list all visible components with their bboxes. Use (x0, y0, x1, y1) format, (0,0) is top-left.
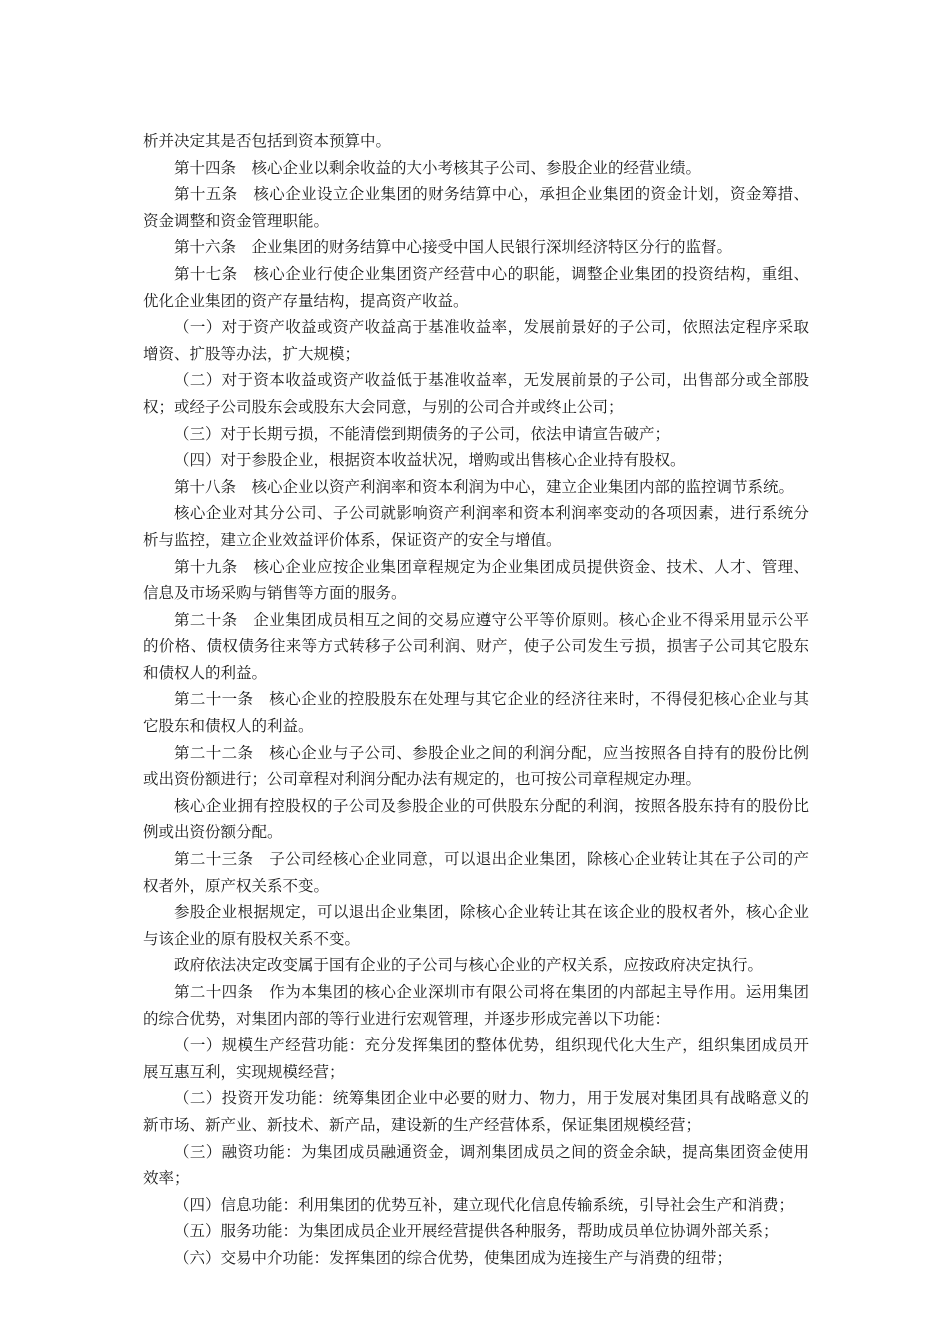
article-17-item-1: （一）对于资产收益或资产收益高于基准收益率，发展前景好的子公司，依照法定程序采取增资、扩股等办法，扩大规模； (143, 318, 809, 363)
article-14: 第十四条 核心企业以剩余收益的大小考核其子公司、参股企业的经营业绩。 (174, 158, 702, 177)
article-23-detail-1: 参股企业根据规定，可以退出企业集团，除核心企业转让其在该企业的股权者外，核心企业与该企业的原有股权关系不变。 (143, 903, 809, 948)
article-24-item-2: （二）投资开发功能：统筹集团企业中必要的财力、物力，用于发展对集团具有战略意义的新市场、新产业、新技术、新产品，建设新的生产经营体系，保证集团规模经营； (143, 1089, 809, 1134)
article-24-item-5: （五）服务功能：为集团成员企业开展经营提供各种服务，帮助成员单位协调外部关系； (174, 1222, 779, 1241)
article-17: 第十七条 核心企业行使企业集团资产经营中心的职能，调整企业集团的投资结构，重组、优化企业集团的资产存量结构，提高资产收益。 (143, 264, 809, 310)
article-24: 第二十四条 作为本集团的核心企业深圳市有限公司将在集团的内部起主导作用。运用集团的综合优势，对集团内部的等行业进行宏观管理，并逐步形成完善以下功能： (143, 983, 809, 1028)
article-19: 第十九条 核心企业应按企业集团章程规定为企业集团成员提供资金、技术、人才、管理、信息及市场采购与销售等方面的服务。 (143, 557, 809, 603)
article-18: 第十八条 核心企业以资产利润率和资本利润为中心，建立企业集团内部的监控调节系统。 (174, 477, 795, 496)
article-17-item-3: （三）对于长期亏损，不能清偿到期债务的子公司，依法申请宣告破产； (174, 424, 671, 443)
article-18-detail: 核心企业对其分公司、子公司就影响资产利润率和资本利润率变动的各项因素，进行系统分析与监控，建立企业效益评价体系，保证资产的安全与增值。 (143, 504, 809, 549)
document-body (143, 128, 809, 1272)
article-20: 第二十条 企业集团成员相互之间的交易应遵守公平等价原则。核心企业不得采用显示公平的价格、债权债务往来等方式转移子公司利润、财产，使子公司发生亏损，损害子公司其它股东和债权人的利益。 (143, 610, 809, 682)
article-17-item-4: （四）对于参股企业，根据资本收益状况，增购或出售核心企业持有股权。 (174, 451, 686, 470)
article-22-detail: 核心企业拥有控股权的子公司及参股企业的可供股东分配的利润，按照各股东持有的股份比例或出资份额分配。 (143, 796, 809, 842)
article-17-item-2: （二）对于资本收益或资产收益低于基准收益率，无发展前景的子公司，出售部分或全部股权；或经子公司股东会或股东大会同意，与别的公司合并或终止公司； (143, 371, 809, 416)
paragraph: 析并决定其是否包括到资本预算中。 (143, 132, 392, 150)
article-24-item-1: （一）规模生产经营功能：充分发挥集团的整体优势，组织现代化大生产，组织集团成员开展互惠互利，实现规模经营； (143, 1036, 809, 1081)
article-23: 第二十三条 子公司经核心企业同意，可以退出企业集团，除核心企业转让其在子公司的产权者外，原产权关系不变。 (143, 850, 809, 895)
article-16: 第十六条 企业集团的财务结算中心接受中国人民银行深圳经济特区分行的监督。 (174, 238, 733, 257)
article-24-item-3: （三）融资功能：为集团成员融通资金，调剂集团成员之间的资金余缺，提高集团资金使用效率； (143, 1142, 809, 1188)
article-15: 第十五条 核心企业设立企业集团的财务结算中心，承担企业集团的资金计划，资金筹措、资金调整和资金管理职能。 (143, 185, 809, 230)
article-24-item-6: （六）交易中介功能：发挥集团的综合优势，使集团成为连接生产与消费的纽带； (174, 1248, 733, 1267)
article-22: 第二十二条 核心企业与子公司、参股企业之间的利润分配，应当按照各自持有的股份比例或出资份额进行；公司章程对利润分配办法有规定的，也可按公司章程规定办理。 (143, 743, 809, 789)
article-21: 第二十一条 核心企业的控股股东在处理与其它企业的经济往来时，不得侵犯核心企业与其它股东和债权人的利益。 (143, 690, 809, 736)
article-23-detail-2: 政府依法决定改变属于国有企业的子公司与核心企业的产权关系，应按政府决定执行。 (174, 956, 764, 975)
article-24-item-4: （四）信息功能：利用集团的优势互补，建立现代化信息传输系统，引导社会生产和消费； (174, 1195, 795, 1214)
